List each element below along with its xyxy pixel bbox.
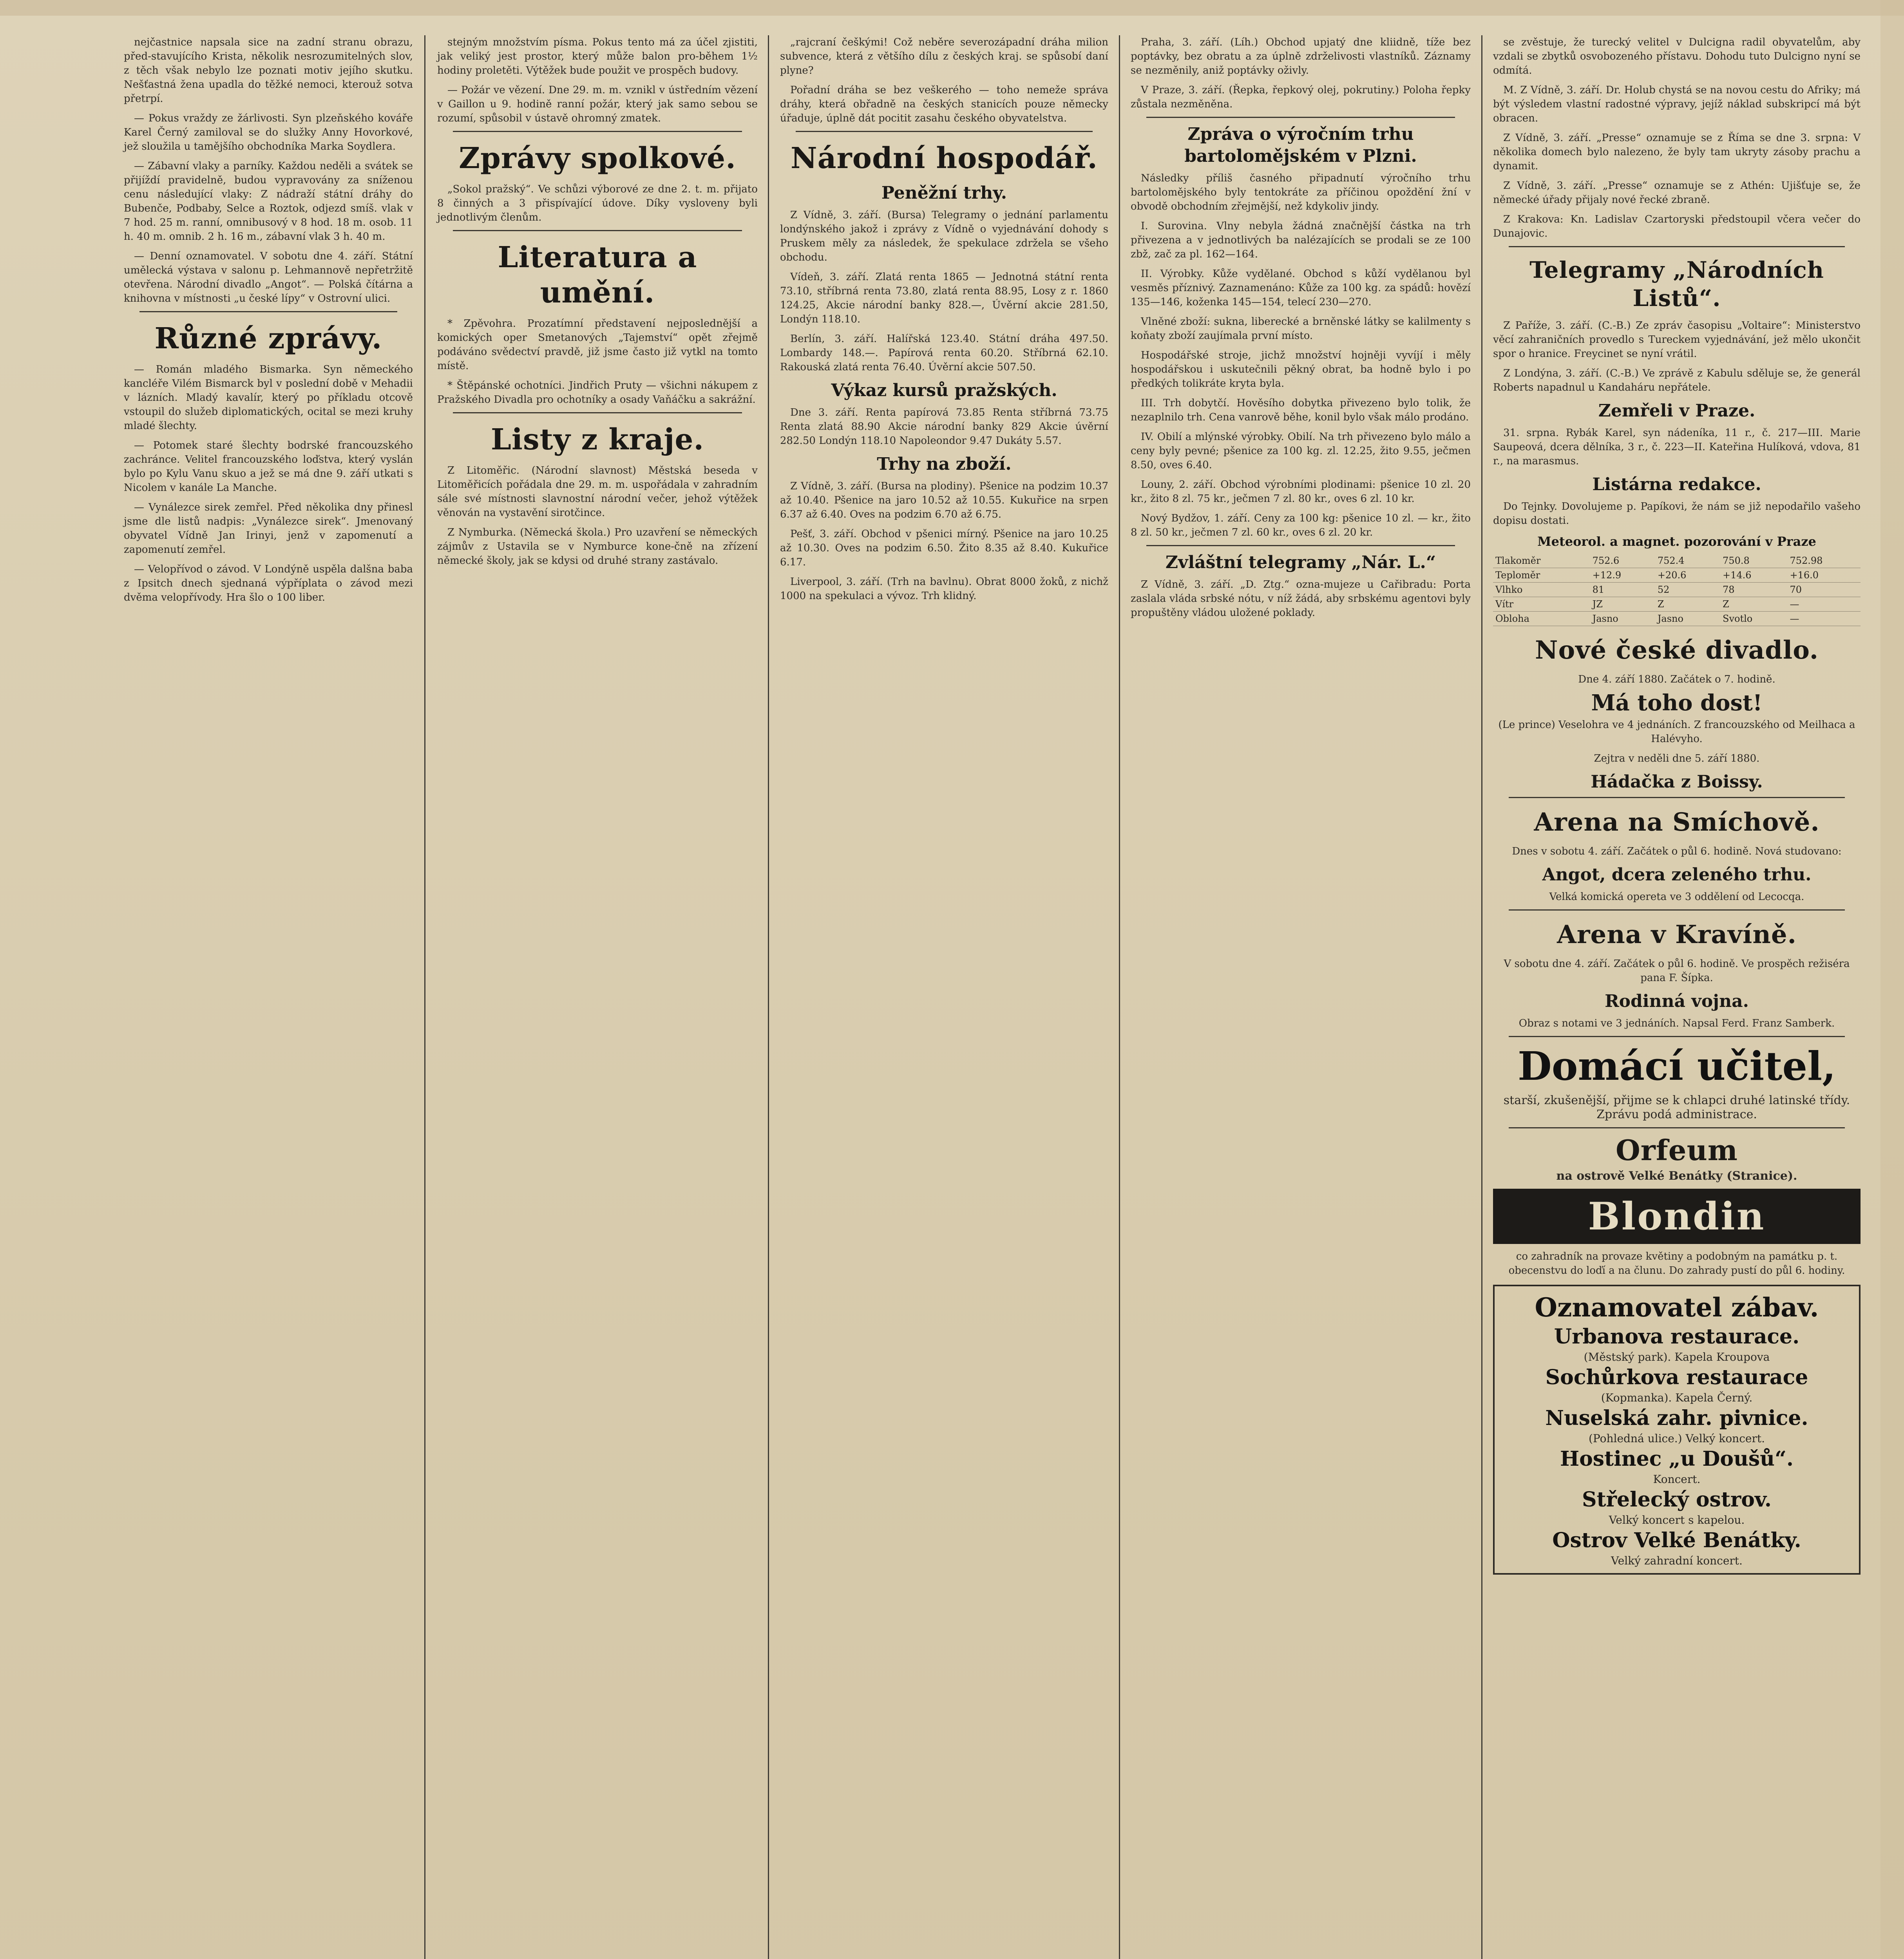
section-heading: Různé zprávy. xyxy=(154,322,382,355)
column-5 xyxy=(1483,35,1871,1959)
article-paragraph: „rajcraní češkými! Což neběre severozápadní dráha milion subvence, která z většího dílu z českých kraj. se spůsobí daní plyne? xyxy=(780,36,1108,76)
article-paragraph: — Pokus vraždy ze žárlivosti. Syn plzeňského kováře Karel Černý zamiloval se do služky Anny Hovorkové, jež sloužila u tamějšího obchodníka Marka Soydlera. xyxy=(124,112,413,152)
listing-venue: Sochůrkova restaurace xyxy=(1545,1365,1808,1389)
weather-cell: 752.6 xyxy=(1590,554,1655,568)
theatre-heading: Nové české divadlo. xyxy=(1535,635,1819,665)
article-paragraph: — Potomek staré šlechty bodrské francouzského zachránce. Velitel francouzského loďstva, který vyslán bylo po Kylu Vanu skuo a jež se má dne 9. září utkati s Nicolem v kanále La Manche. xyxy=(124,440,413,494)
weather-cell: Teploměr xyxy=(1493,568,1590,583)
weather-cell: +20.6 xyxy=(1655,568,1720,583)
weather-cell: 81 xyxy=(1590,583,1655,597)
weather-cell: Vlhko xyxy=(1493,583,1590,597)
listing-venue-note: (Pohledná ulice.) Velký koncert. xyxy=(1588,1432,1765,1445)
article-paragraph: Praha, 3. září. (Líh.) Obchod upjatý dne kliidně, tíže bez poptávky, bez obratu a za úplně zdrželivosti vlastníků. Záznamy se nezměnily, aniž poptávky oživly. xyxy=(1131,36,1471,76)
play-title: Má toho dost! xyxy=(1591,690,1763,716)
article-paragraph: 31. srpna. Rybák Karel, syn nádeníka, 11 r., č. 217—III. Marie Saupeová, dcera dělníka, 3 r., č. 223—II. Kateřina Hulíková, vdova, 81 r., na marasmus. xyxy=(1493,427,1861,467)
article-paragraph: nejčastnice napsala sice na zadní stranu obrazu, před-stavujícího Krista, několik nesrozumitelných slov, z těch však nebylo lze poznati motiv jejího skutku. Nešťastná žena upadla do těžké nemoci, kterouž sotva přetrpí. xyxy=(124,36,413,105)
weather-cell: 752.4 xyxy=(1655,554,1720,568)
column-rule xyxy=(1481,35,1482,1959)
weather-cell: Obloha xyxy=(1493,612,1590,626)
weather-cell: Svotlo xyxy=(1720,612,1787,626)
divider xyxy=(453,131,742,132)
article-paragraph: Vlněné zboží: sukna, liberecké a brněnské látky se kalilmenty s koňaty zboží zaujímala první místo. xyxy=(1131,316,1471,342)
arena-info: Velká komická opereta ve 3 oddělení od Lecocqa. xyxy=(1549,891,1804,903)
weather-cell: +14.6 xyxy=(1720,568,1787,583)
weather-cell: 750.8 xyxy=(1720,554,1787,568)
weather-row xyxy=(1493,568,1861,583)
article-paragraph: Do Tejnky. Dovolujeme p. Papíkovi, že nám se již nepodařilo vašeho dopisu dostati. xyxy=(1493,501,1861,527)
arena-heading: Arena v Kravíně. xyxy=(1557,920,1797,949)
article-paragraph: — Vynálezce sirek zemřel. Před několika dny přinesl jsme dle listů nadpis: „Vynálezce sirek“. Jmenovaný obyvatel Vídně Jan Irinyi, jenž v zapomenutí a zapomenutí zemřel. xyxy=(124,502,413,556)
article-paragraph: Pešť, 3. září. Obchod v pšenici mírný. Pšenice na jaro 10.25 až 10.30. Oves na podzim 6.50. Žito 8.35 až 8.40. Kukuřice 6.17. xyxy=(780,528,1108,568)
weather-cell: Vítr xyxy=(1493,597,1590,612)
orfeum-heading: Orfeum xyxy=(1616,1133,1738,1167)
weather-cell: 78 xyxy=(1720,583,1787,597)
article-paragraph: M. Z Vídně, 3. září. Dr. Holub chystá se na novou cestu do Afriky; má být výsledem vlastní radostné výpravy, jejíž náklad subskripcí má být obracen. xyxy=(1493,84,1861,124)
divider xyxy=(1146,117,1455,118)
section-heading: Zpráva o výročním trhu bartolomějském v Plzni. xyxy=(1184,124,1417,166)
divider xyxy=(453,412,742,413)
divider xyxy=(1509,1127,1845,1128)
section-heading: Listárna redakce. xyxy=(1592,474,1761,494)
article-paragraph: Z Vídně, 3. září. „Presse“ oznamuje se z Říma se dne 3. srpna: V několika domech bylo nalezeno, že byly tam ukryty zásoby prachu a dynamit. xyxy=(1493,132,1861,172)
theatre-date: Zejtra v neděli dne 5. září 1880. xyxy=(1594,753,1760,764)
ad-tutor-text: starší, zkušenější, přijme se k chlapci druhé latinské třídy. Zprávu podá administrace. xyxy=(1503,1094,1850,1121)
article-paragraph: Z Litoměřic. (Národní slavnost) Městská beseda v Litoměřicích pořádala dne 29. m. m. uspořádala v zahradním sále své místnosti slavnostní národní večer, jehož výtěžek věnován na vystavění sirotčince. xyxy=(437,465,758,519)
article-paragraph: „Sokol pražský“. Ve schůzi výborové ze dne 2. t. m. přijato 8 činných a 3 přispívající údove. Díky vysloveny byli jednotlivým členům. xyxy=(437,183,758,223)
column-2 xyxy=(427,35,768,1959)
divider xyxy=(1509,246,1845,247)
subsection-heading: Trhy na zboží. xyxy=(877,454,1012,474)
listing-venue-note: (Kopmanka). Kapela Černý. xyxy=(1601,1391,1753,1404)
article-paragraph: — Zábavní vlaky a parníky. Každou neděli a svátek se přijíždí pravidelně, budou vypravovány za sníženou cenu následující vlaky: Z nádraží státní dráhy do Bubenče, Podbaby, Selce a Roztok, odjezd smíš. vlak v 7 hod. 25 m. ranní, omnibusový v 8 hod. 18 m. osob. 11 h. 40 m. omnib. 2 h. 16 m., zábavní vlak 3 h. 40 m. xyxy=(124,160,413,243)
article-paragraph: Berlín, 3. září. Halířská 123.40. Státní dráha 497.50. Lombardy 148.—. Papírová renta 60.20. Stříbrná 62.10. Rakouská zlatá renta 76.40. Úvěrní akcie 507.50. xyxy=(780,333,1108,373)
weather-cell: 52 xyxy=(1655,583,1720,597)
weather-cell: +16.0 xyxy=(1787,568,1861,583)
article-paragraph: — Denní oznamovatel. V sobotu dne 4. září. Státní umělecká výstava v salonu p. Lehmannově nepřetržitě otevřena. Národní divadlo „Angot“. — Polská čítárna a knihovna v místnosti „u české lípy“ v Ostrovní ulici. xyxy=(124,250,413,304)
weather-cell: Tlakoměr xyxy=(1493,554,1590,568)
entertainment-listing-box xyxy=(1493,1285,1861,1575)
article-paragraph: IV. Obilí a mlýnské výrobky. Obilí. Na trh přivezeno bylo málo a ceny byly pevné; pšenice za 100 kg. zl. 12.25, žito 9.55, ječmen 8.50, oves 6.40. xyxy=(1131,431,1471,471)
listing-venue-note: Koncert. xyxy=(1653,1473,1701,1486)
article-paragraph: — Požár ve vězení. Dne 29. m. m. vznikl v ústředním vězení v Gaillon u 9. hodině ranní požár, který jak samo sebou se rozumí, spůsobil v ústavě ohromný zmatek. xyxy=(437,84,758,124)
weather-row xyxy=(1493,597,1861,612)
article-paragraph: se zvěstuje, že turecký velitel v Dulcigna radil obyvatelům, aby vzdali se zbytků osvobozeného přístavu. Dohodu tuto Dulcigno nyní se odmítá. xyxy=(1493,36,1861,76)
theatre-date: Dne 4. září 1880. Začátek o 7. hodině. xyxy=(1578,674,1775,685)
article-paragraph: Hospodářské stroje, jichž množství hojněji vyvíjí i měly hospodářskou i uskutečnili pěkný obrat, ba hodně bylo i po předkých tolikráte kryta byla. xyxy=(1131,349,1471,389)
section-heading: Meteorol. a magnet. pozorování v Praze xyxy=(1537,534,1816,549)
weather-table xyxy=(1493,554,1861,626)
arena-info: V sobotu dne 4. září. Začátek o půl 6. hodině. Ve prospěch režiséra pana F. Šípka. xyxy=(1504,958,1850,984)
article-paragraph: Z Londýna, 3. září. (C.-B.) Ve zprávě z Kabulu sděluje se, že generál Roberts napadnul u Kandaháru nepřátele. xyxy=(1493,368,1861,393)
orfeum-subtitle: na ostrově Velké Benátky (Stranice). xyxy=(1556,1169,1797,1183)
weather-row xyxy=(1493,612,1861,626)
column-rule xyxy=(424,35,425,1959)
article-paragraph: Louny, 2. září. Obchod výrobními plodinami: pšenice 10 zl. 20 kr., žito 8 zl. 75 kr., ječmen 7 zl. 80 kr., oves 6 zl. 10 kr. xyxy=(1131,479,1471,505)
article-paragraph: Následky příliš časného připadnutí výročního trhu bartolomějského byly tentokráte za příčinou opoždění žní v obvodě obchodním zřejmější, než kdykoliv jindy. xyxy=(1131,172,1471,212)
section-heading: Zvláštní telegramy „Nár. L.“ xyxy=(1165,552,1436,572)
article-paragraph: Z Nymburka. (Německá škola.) Pro uzavření se německých zájmův z Ustavila se v Nymburce kone-čně na zřízení německé školy, jak se kdysi od druhé strany zastávalo. xyxy=(437,527,758,567)
article-paragraph: Z Krakova: Kn. Ladislav Czartoryski předstoupil včera večer do Dunajovic. xyxy=(1493,214,1861,239)
article-paragraph: Pořadní dráha se bez veškerého — toho nemeže správa dráhy, která obřadně na českých stanicích pouze německy úřaduje, úplně dát pocitit zasahu českého obyvatelstva. xyxy=(780,84,1108,124)
section-heading: Národní hospodář. xyxy=(791,141,1098,175)
arena-info: Obraz s notami ve 3 jednáních. Napsal Ferd. Franz Samberk. xyxy=(1518,1018,1835,1029)
article-paragraph: V Praze, 3. září. (Řepka, řepkový olej, pokrutiny.) Poloha řepky zůstala nezměněna. xyxy=(1131,84,1471,110)
article-paragraph: Z Vídně, 3. září. „D. Ztg.“ ozna-mujeze u Cařibradu: Porta zaslala vláda srbské nótu, v níž žádá, aby srbskému agentovi byly propuštěny vládou uložené poklady. xyxy=(1131,579,1471,619)
weather-cell: 752.98 xyxy=(1787,554,1861,568)
weather-cell: 70 xyxy=(1787,583,1861,597)
section-heading: Zprávy spolkové. xyxy=(459,141,736,175)
weather-cell: — xyxy=(1787,612,1861,626)
orfeum-text: co zahradník na provaze květiny a podobným na památku p. t. obecenstvu do loďí a na člunu. Do zahrady pustí do půl 6. hodiny. xyxy=(1508,1251,1845,1276)
article-paragraph: II. Výrobky. Kůže vydělané. Obchod s kůží vydělanou byl vesměs příznivý. Zaznamenáno: Kůže za 100 kg. za spádů: hovězí 135—146, koženka 145—154, telecí 230—270. xyxy=(1131,268,1471,308)
weather-cell: JZ xyxy=(1590,597,1655,612)
listing-venue: Nuselská zahr. pivnice. xyxy=(1545,1406,1808,1430)
column-4 xyxy=(1120,35,1481,1959)
divider xyxy=(453,230,742,231)
divider xyxy=(139,311,397,312)
section-heading: Listy z kraje. xyxy=(490,423,704,456)
column-rule xyxy=(768,35,769,1959)
article-paragraph: Z Vídně, 3. září. (Bursa na plodiny). Pšenice na podzim 10.37 až 10.40. Pšenice na jaro 10.52 až 10.55. Kukuřice na srpen 6.37 až 6.40. Oves na podzim 6.70 až 6.75. xyxy=(780,480,1108,520)
weather-cell: Jasno xyxy=(1590,612,1655,626)
article-paragraph: Z Paříže, 3. září. (C.-B.) Ze zpráv časopisu „Voltaire“: Ministerstvo věcí zahraničních provedlo s Tureckem vyjednávání, jež mělo ukončit spor o hranice. Freycinet se nyní vrátil. xyxy=(1493,320,1861,360)
weather-cell: Jasno xyxy=(1655,612,1720,626)
section-heading: Literatura a umění. xyxy=(498,241,697,310)
listing-entries xyxy=(1501,1324,1853,1568)
weather-row xyxy=(1493,554,1861,568)
article-paragraph: Z Vídně, 3. září. (Bursa) Telegramy o jednání parlamentu londýnského jakož i zprávy z Vídně o vyjednávání dohody s Pruskem měly za následek, že spekulace zdržela se všeho obchodu. xyxy=(780,209,1108,263)
article-paragraph: Liverpool, 3. září. (Trh na bavlnu). Obrat 8000 žoků, z nichž 1000 na spekulaci a vývoz. Trh klidný. xyxy=(780,576,1108,602)
section-heading: Zemřeli v Praze. xyxy=(1598,401,1756,421)
listing-venue-note: (Městský park). Kapela Kroupova xyxy=(1584,1351,1770,1363)
arena-heading: Arena na Smíchově. xyxy=(1534,807,1820,837)
weather-cell: — xyxy=(1787,597,1861,612)
article-paragraph: * Zpěvohra. Prozatímní představení nejposlednější a komických oper Smetanových „Tajemství“ opět zřejmě podáváno svědectví pravdě, již jsme často již vytkl na tomto místě. xyxy=(437,318,758,372)
article-paragraph: Nový Bydžov, 1. září. Ceny za 100 kg: pšenice 10 zl. — kr., žito 8 zl. 50 kr., ječmen 7 zl. 60 kr., oves 6 zl. 20 kr. xyxy=(1131,512,1471,538)
section-heading: Telegramy „Národních Listů“. xyxy=(1529,257,1824,311)
article-paragraph: — Román mladého Bismarka. Syn německého kancléře Vilém Bismarck byl v poslední době v Mehadii v lázních. Mladý kavalír, který po příkladu otcově vstoupil do služeb diplomatických, ocital se mezi kruhy mladé šlechty. xyxy=(124,364,413,432)
column-1 xyxy=(114,35,423,1959)
listing-title: Oznamovatel zábav. xyxy=(1535,1292,1819,1323)
listing-venue: Ostrov Velké Benátky. xyxy=(1552,1528,1801,1552)
listing-venue: Hostinec „u Doušů“. xyxy=(1560,1447,1794,1471)
article-paragraph: Dne 3. září. Renta papírová 73.85 Renta stříbrná 73.75 Renta zlatá 88.90 Akcie národní banky 829 Akcie úvěrní 282.50 Londýn 118.10 Napoleondor 9.47 Dukáty 5.57. xyxy=(780,407,1108,447)
article-paragraph: III. Trh dobytčí. Hověsího dobytka přivezeno bylo tolik, že nezaplnilo trh. Cena vanrově běhe, konil bylo však málo prodáno. xyxy=(1131,397,1471,423)
ad-tutor-title: Domácí učitel, xyxy=(1518,1043,1836,1089)
play-subtitle: (Le prince) Veselohra ve 4 jednáních. Z francouzského od Meilhaca a Halévyho. xyxy=(1498,719,1855,745)
divider xyxy=(1509,909,1845,911)
divider xyxy=(1146,545,1455,546)
article-paragraph: * Štěpánské ochotníci. Jindřich Pruty — všichni nákupem z Pražského Divadla pro ochotníky a osady Vaňáčku a sakrážní. xyxy=(437,380,758,406)
article-paragraph: — Velopřívod o závod. V Londýně uspěla dalšna baba z Ipsitch dnech sjednaná výpříplata o závod mezi dvěma velopřívody. Hra šlo o 100 liber. xyxy=(124,563,413,603)
weather-row xyxy=(1493,583,1861,597)
article-paragraph: Z Vídně, 3. září. „Presse“ oznamuje se z Athén: Ujišťuje se, že německé úřady přijaly nové řecké zbraně. xyxy=(1493,180,1861,206)
column-rule xyxy=(1119,35,1120,1959)
weather-cell: Z xyxy=(1655,597,1720,612)
listing-venue-note: Velký koncert s kapelou. xyxy=(1609,1514,1745,1526)
divider xyxy=(1509,1036,1845,1037)
listing-venue: Urbanova restaurace. xyxy=(1554,1325,1800,1349)
play-title: Hádačka z Boissy. xyxy=(1591,772,1763,792)
listing-venue-note: Velký zahradní koncert. xyxy=(1611,1554,1743,1567)
column-3 xyxy=(770,35,1119,1959)
listing-venue: Střelecký ostrov. xyxy=(1582,1488,1772,1512)
weather-cell: +12.9 xyxy=(1590,568,1655,583)
divider xyxy=(1509,797,1845,798)
article-paragraph: Vídeň, 3. září. Zlatá renta 1865 — Jednotná státní renta 73.10, stříbrná renta 73.80, zlatá renta 88.95, Losy z r. 1860 124.25, Akcie národní banky 828.—, Úvěrní akcie 281.50, Londýn 118.10. xyxy=(780,271,1108,325)
divider xyxy=(796,131,1093,132)
blondin-banner: Blondin xyxy=(1493,1189,1861,1244)
subsection-heading: Peněžní trhy. xyxy=(881,183,1007,203)
article-paragraph: stejným množstvím písma. Pokus tento má za účel zjistiti, jak veliký jest prostor, který může balon pro-během 1½ hodiny proletěti. Výtěžek bude použit ve prospěch budovy. xyxy=(437,36,758,76)
play-title: Rodinná vojna. xyxy=(1605,991,1749,1011)
play-title: Angot, dcera zeleného trhu. xyxy=(1542,865,1812,885)
subsection-heading: Výkaz kursů pražských. xyxy=(831,380,1057,400)
article-paragraph: I. Surovina. Vlny nebyla žádná značnější částka na trh přivezena a v jednotlivých ba nalézajících se prodali se ze 100 zbž, zač za pl. 162—164. xyxy=(1131,220,1471,260)
weather-cell: Z xyxy=(1720,597,1787,612)
arena-info: Dnes v sobotu 4. září. Začátek o půl 6. hodině. Nová studovano: xyxy=(1512,846,1842,857)
